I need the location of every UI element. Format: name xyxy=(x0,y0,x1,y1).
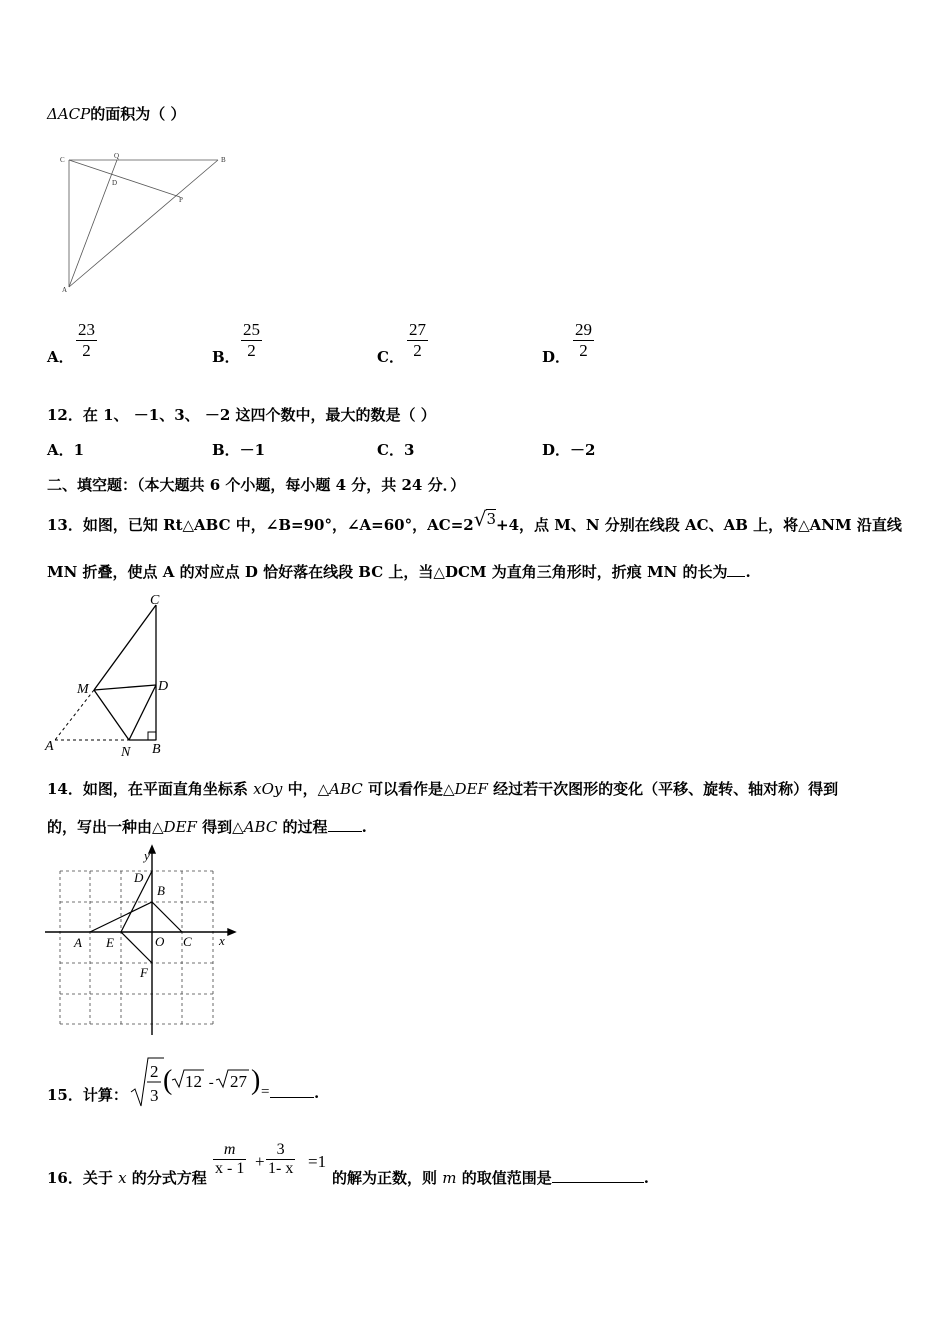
q16-equals-one: =1 xyxy=(308,1152,327,1171)
fig11-label-a: A xyxy=(62,286,68,294)
fig14-label-e: E xyxy=(106,935,114,950)
fig11-label-d: D xyxy=(112,179,118,187)
q14-answer-blank[interactable] xyxy=(328,831,362,832)
q11-option-a-label: A． xyxy=(47,348,74,366)
q11-option-d-label: D． xyxy=(542,348,571,366)
fig14-label-d: D xyxy=(134,870,144,885)
q14-figure xyxy=(40,845,240,1040)
q12-stem: 12．在 1、 －1、3、 －2 这四个数中，最大的数是（ ） xyxy=(47,406,436,424)
q15-label: 15．计算： xyxy=(47,1086,128,1104)
q12-option-c: C．3 xyxy=(377,441,415,459)
q15-frac-den: 3 xyxy=(150,1086,159,1105)
q16-answer-blank[interactable] xyxy=(552,1182,644,1183)
fig14-label-y: y xyxy=(144,848,150,863)
q14-line1: 14．如图，在平面直角坐标系 xOy 中，△ABC 可以看作是△DEF 经过若干次图形的变化（平移、旋转、轴对称）得到 xyxy=(47,780,839,798)
q11-option-c-label: C． xyxy=(377,348,404,366)
q15-minus: - xyxy=(205,1075,218,1091)
q13-line2: MN 折叠，使点 A 的对应点 D 恰好落在线段 BC 上，当△DCM 为直角三角形时，折痕 MN 的长为 . xyxy=(47,563,751,581)
section-2-heading: 二、填空题：（本大题共 6 个小题，每小题 4 分，共 24 分．） xyxy=(47,476,466,494)
q15-radicand-1: 12 xyxy=(185,1072,202,1091)
q11-triangle-label: ΔACP xyxy=(47,105,91,123)
q15-frac-num: 2 xyxy=(150,1062,159,1081)
q11-option-a-fraction: $\frac{23}{2}$ xyxy=(78,320,95,360)
q12-option-b: B．－1 xyxy=(212,441,266,459)
fig13-label-a: A xyxy=(45,739,54,754)
fig14-label-x: x xyxy=(219,933,225,948)
q11-option-d-fraction: $\frac{29}{2}$ xyxy=(575,320,592,360)
fig14-label-c: C xyxy=(183,934,192,949)
q13-figure xyxy=(40,590,180,760)
q14-line2: 的，写出一种由△DEF 得到△ABC 的过程 . xyxy=(47,818,367,836)
fig14-label-a: A xyxy=(74,935,82,950)
q11-option-b-fraction: $\frac{25}{2}$ xyxy=(243,320,260,360)
fig13-label-n: N xyxy=(121,745,131,760)
fig14-label-o: O xyxy=(155,934,165,949)
q16-tail: 的解为正数，则 m 的取值范围是 . xyxy=(332,1169,649,1187)
q13-answer-blank[interactable] xyxy=(727,576,745,577)
fig14-label-f: F xyxy=(140,965,148,980)
q11-figure xyxy=(55,150,235,295)
fig13-label-m: M xyxy=(77,682,89,697)
fig11-label-q: Q xyxy=(114,152,120,160)
q15-left-paren: ( xyxy=(163,1065,173,1096)
q16-plus: + xyxy=(255,1152,265,1171)
q15-equals: = xyxy=(261,1084,270,1100)
q12-option-d: D．－2 xyxy=(542,441,596,459)
q11-stem: ΔACP的面积为（ ） xyxy=(47,105,186,123)
fig11-label-p: P xyxy=(179,196,183,204)
fig14-label-b: B xyxy=(157,883,165,898)
q16-fraction-2: $\frac{3}{1- x}$ xyxy=(268,1141,294,1177)
q13-sqrt: √3 xyxy=(473,507,496,531)
q11-option-b-label: B． xyxy=(212,348,240,366)
q16-fraction-1: $\frac{m}{x - 1}$ xyxy=(215,1141,245,1177)
fig11-label-c: C xyxy=(60,156,65,164)
q11-option-c-fraction: $\frac{27}{2}$ xyxy=(409,320,426,360)
fig13-label-b: B xyxy=(152,742,161,757)
q16-label: 16．关于 x 的分式方程 xyxy=(47,1169,207,1187)
q15-right-paren: ) xyxy=(251,1065,261,1096)
q12-option-a: A．1 xyxy=(47,441,85,459)
q13-line1: 13．如图，已知 Rt△ABC 中，∠B=90°，∠A=60°，AC=2√3+4，点 M、N 分别在线段 AC、AB 上，将△ANM 沿直线 xyxy=(47,507,902,534)
q15-answer: . xyxy=(270,1084,319,1102)
q15-answer-blank[interactable] xyxy=(270,1097,314,1098)
fig11-label-b: B xyxy=(221,156,226,164)
q15-radicand-2: 27 xyxy=(230,1072,247,1091)
fig13-label-c: C xyxy=(150,593,160,608)
fig13-label-d: D xyxy=(158,679,169,694)
